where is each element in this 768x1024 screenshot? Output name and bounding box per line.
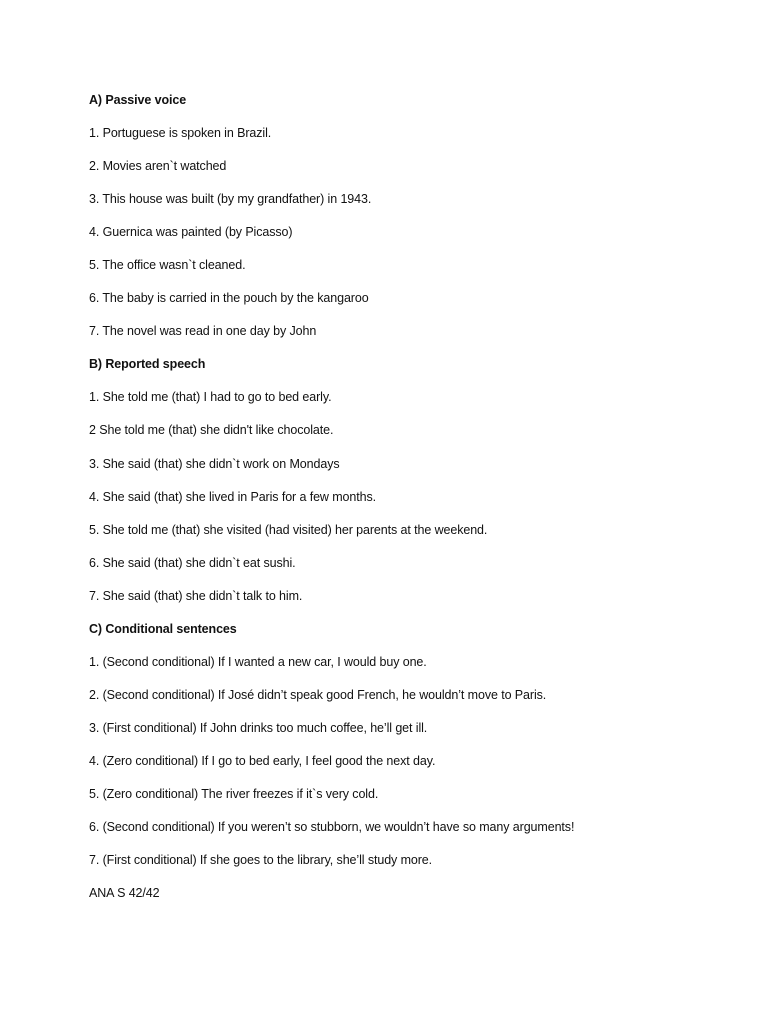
answer-line: 3. (First conditional) If John drinks too much coffee, he’ll get ill. (89, 720, 428, 735)
answer-line: 5. (Zero conditional) The river freezes if it`s very cold. (89, 786, 379, 801)
answer-line: 7. (First conditional) If she goes to the library, she’ll study more. (89, 853, 433, 868)
section-heading-conditional-sentences: C) Conditional sentences (89, 621, 237, 636)
answer-line: 4. (Zero conditional) If I go to bed early, I feel good the next day. (89, 753, 436, 768)
answer-line: 6. (Second conditional) If you weren’t so stubborn, we wouldn’t have so many arguments! (89, 820, 575, 835)
answer-line: 1. She told me (that) I had to go to bed early. (89, 390, 332, 405)
answer-line: 3. This house was built (by my grandfather) in 1943. (89, 192, 372, 207)
answer-line: 3. She said (that) she didn`t work on Mondays (89, 456, 340, 471)
answer-line: 4. Guernica was painted (by Picasso) (89, 225, 293, 240)
answer-line: 1. (Second conditional) If I wanted a new car, I would buy one. (89, 654, 427, 669)
section-heading-reported-speech: B) Reported speech (89, 357, 206, 372)
answer-line: 7. The novel was read in one day by John (89, 324, 317, 339)
answer-line: 7. She said (that) she didn`t talk to him. (89, 588, 303, 603)
answer-line: 6. She said (that) she didn`t eat sushi. (89, 555, 296, 570)
answer-line: 2. Movies aren`t watched (89, 159, 227, 174)
answer-line: 2 She told me (that) she didn't like chocolate. (89, 423, 334, 438)
answer-line: 2. (Second conditional) If José didn’t speak good French, he wouldn’t move to Paris. (89, 687, 547, 702)
document-page (89, 93, 749, 919)
answer-line: 4. She said (that) she lived in Paris for a few months. (89, 489, 376, 504)
section-heading-passive-voice: A) Passive voice (89, 93, 187, 107)
footer-score: ANA S 42/42 (89, 886, 160, 901)
answer-line: 5. She told me (that) she visited (had visited) her parents at the weekend. (89, 522, 488, 537)
answer-line: 1. Portuguese is spoken in Brazil. (89, 126, 272, 141)
answer-line: 5. The office wasn`t cleaned. (89, 258, 246, 273)
answer-line: 6. The baby is carried in the pouch by the kangaroo (89, 291, 369, 306)
